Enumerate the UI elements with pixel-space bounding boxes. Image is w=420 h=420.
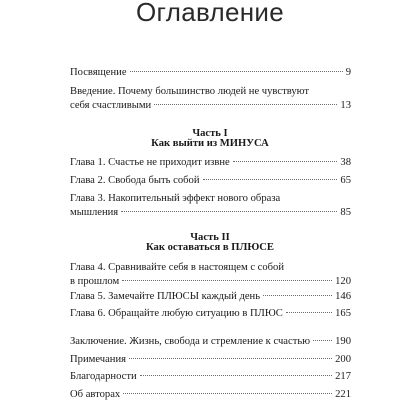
dot-leader	[140, 375, 332, 376]
toc-entry-about-authors[interactable]	[70, 388, 351, 402]
toc-entry-chapter-4[interactable]	[70, 261, 351, 289]
dot-leader	[263, 295, 332, 296]
part-1-title: Как выйти из МИНУСА	[151, 138, 269, 149]
toc-entry-chapter-6[interactable]	[70, 307, 351, 321]
toc-page-number: 85	[340, 207, 351, 218]
toc-entry-chapter-2[interactable]	[70, 174, 351, 188]
toc-page-number: 190	[335, 336, 351, 347]
toc-page-number: 200	[335, 354, 351, 365]
toc-entry-conclusion[interactable]	[70, 335, 351, 349]
toc-page-number: 38	[340, 157, 351, 168]
toc-entry-title-continued: мышления	[70, 207, 119, 218]
toc-entry-chapter-3[interactable]	[70, 192, 351, 220]
toc-page-number: 13	[340, 100, 351, 111]
dot-leader	[313, 340, 332, 341]
toc-page-number: 9	[345, 67, 351, 78]
toc-entry-introduction[interactable]	[70, 85, 351, 113]
toc-entry-title: Глава 3. Накопительный эффект нового образа	[70, 193, 281, 204]
toc-entry-title: Введение. Почему большинство людей не чувствуют	[70, 86, 310, 97]
toc-entry-title: Благодарности	[70, 371, 137, 382]
toc-entry-title: Глава 4. Сравнивайте себя в настоящем с собой	[70, 262, 285, 273]
dot-leader	[129, 358, 332, 359]
page-title: Оглавление	[136, 0, 284, 27]
dot-leader	[121, 211, 337, 212]
toc-entry-dedication[interactable]	[70, 66, 351, 80]
dot-leader	[122, 280, 332, 281]
part-1-label: Часть I	[192, 128, 228, 139]
toc-entry-title: Заключение. Жизнь, свобода и стремление к счастью	[70, 336, 311, 347]
dot-leader	[286, 312, 332, 313]
dot-leader	[203, 179, 338, 180]
toc-entry-title: Об авторах	[70, 389, 121, 400]
dot-leader	[233, 161, 338, 162]
toc-page-number: 120	[335, 276, 351, 287]
toc-page-number: 165	[335, 308, 351, 319]
toc-entry-notes[interactable]	[70, 353, 351, 367]
toc-entry-title: Глава 6. Обращайте любую ситуацию в ПЛЮС	[70, 308, 283, 319]
toc-entry-title: Глава 5. Замечайте ПЛЮСЫ каждый день	[70, 291, 261, 302]
toc-entry-acknowledgements[interactable]	[70, 370, 351, 384]
part-2-label: Часть II	[190, 232, 230, 243]
toc-entry-title-continued: себя счастливыми	[70, 100, 152, 111]
toc-entry-chapter-1[interactable]	[70, 156, 351, 170]
toc-entry-title: Примечания	[70, 354, 126, 365]
toc-page-number: 221	[335, 389, 351, 400]
toc-page-number: 65	[340, 175, 351, 186]
dot-leader	[123, 393, 332, 394]
toc-entry-title: Посвящение	[70, 67, 127, 78]
toc-entry-title: Глава 2. Свобода быть собой	[70, 175, 200, 186]
dot-leader	[130, 71, 343, 72]
toc-entry-title-continued: в прошлом	[70, 276, 120, 287]
toc-entry-chapter-5[interactable]	[70, 290, 351, 304]
part-2-title: Как оставаться в ПЛЮСЕ	[146, 242, 274, 253]
toc-page-number: 146	[335, 291, 351, 302]
toc-entry-title: Глава 1. Счастье не приходит извне	[70, 157, 230, 168]
dot-leader	[154, 104, 337, 105]
toc-page-number: 217	[335, 371, 351, 382]
